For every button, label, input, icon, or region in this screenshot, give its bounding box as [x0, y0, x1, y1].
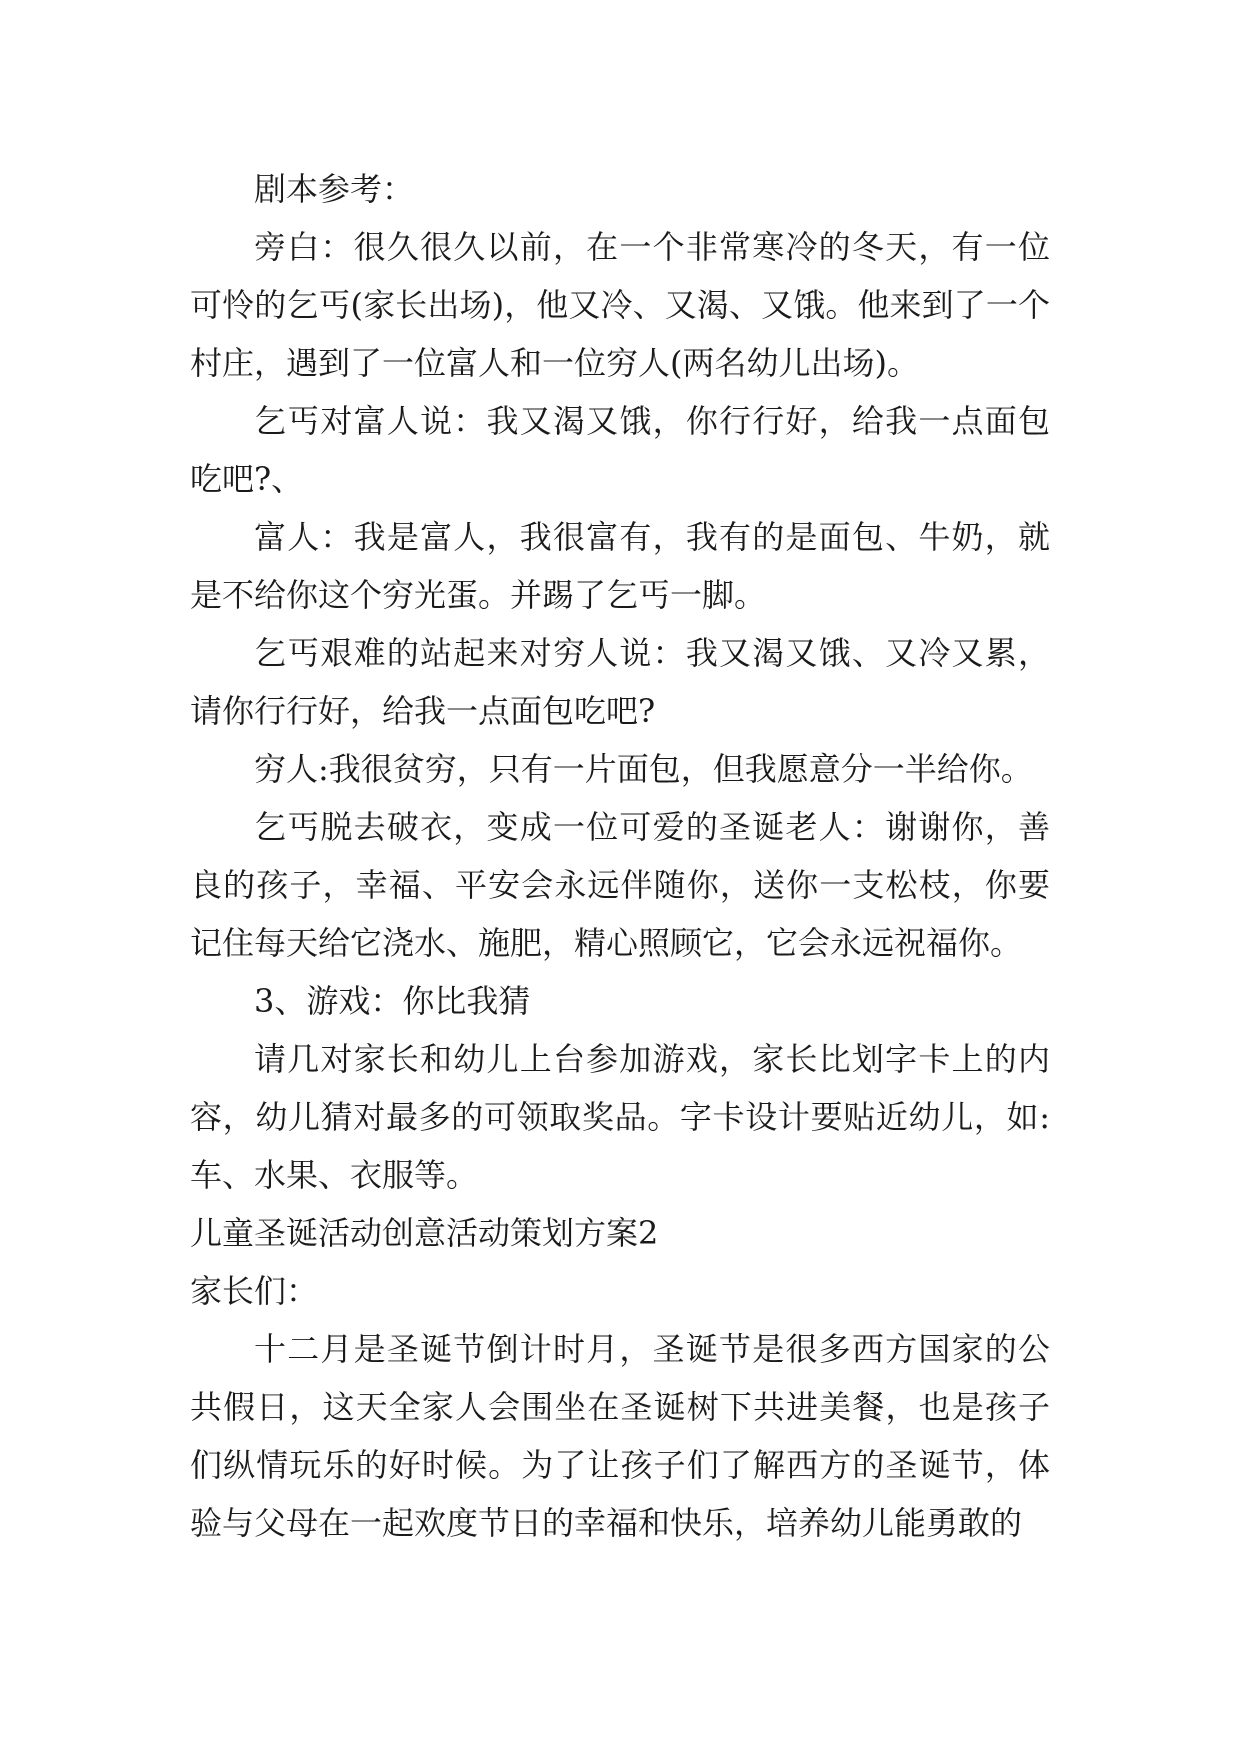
paragraph-santa: 乞丐脱去破衣，变成一位可爱的圣诞老人：谢谢你，善良的孩子，幸福、平安会永远伴随你，送你一支松枝，你要记住每天给它浇水、施肥，精心照顾它，它会永远祝福你。	[190, 808, 1050, 962]
paragraph-game-desc: 请几对家长和幼儿上台参加游戏，家长比划字卡上的内容，幼儿猜对最多的可领取奖品。字卡设计要贴近幼儿，如:车、水果、衣服等。	[190, 1040, 1050, 1194]
paragraph-script-reference: 剧本参考：	[254, 170, 415, 208]
document-body	[190, 160, 1050, 1552]
paragraph-rich-man: 富人：我是富人，我很富有，我有的是面包、牛奶，就是不给你这个穷光蛋。并踢了乞丐一脚。	[190, 518, 1050, 614]
greeting: 家长们：	[190, 1272, 319, 1310]
paragraph-beggar-to-rich: 乞丐对富人说：我又渴又饿，你行行好，给我一点面包吃吧?、	[190, 402, 1050, 498]
paragraph-poor-man: 穷人:我很贫穷，只有一片面包，但我愿意分一半给你。	[254, 750, 1033, 788]
paragraph-narrator: 旁白：很久很久以前，在一个非常寒冷的冬天，有一位可怜的乞丐(家长出场)，他又冷、又渴、又饿。他来到了一个村庄，遇到了一位富人和一位穷人(两名幼儿出场)。	[190, 228, 1050, 382]
plan-title: 儿童圣诞活动创意活动策划方案2	[190, 1214, 659, 1252]
paragraph-beggar-to-poor: 乞丐艰难的站起来对穷人说：我又渴又饿、又冷又累，请你行行好，给我一点面包吃吧?	[190, 634, 1050, 730]
section-heading-game: 3、游戏：你比我猜	[254, 982, 531, 1020]
paragraph-intro: 十二月是圣诞节倒计时月，圣诞节是很多西方国家的公共假日，这天全家人会围坐在圣诞树下共进美餐，也是孩子们纵情玩乐的好时候。为了让孩子们了解西方的圣诞节，体验与父母在一起欢度节日的幸福和快乐，培养幼儿能勇敢的	[190, 1330, 1050, 1542]
